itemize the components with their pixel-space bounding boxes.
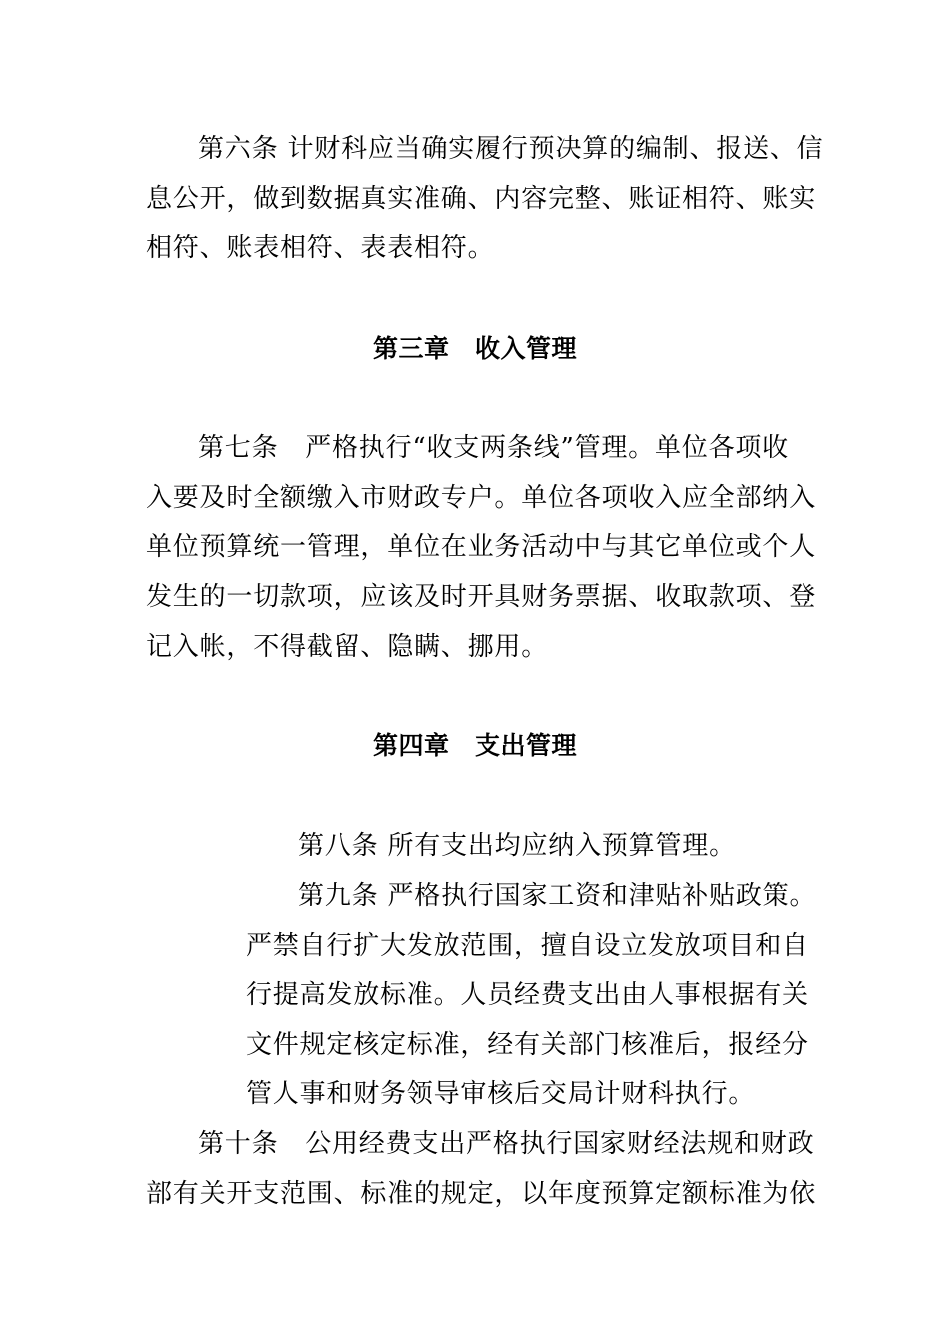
article-9-line-4: 文件规定核定标准，经有关部门核准后，报经分 bbox=[246, 1030, 809, 1060]
article-9-line-5: 管人事和财务领导审核后交局计财科执行。 bbox=[246, 1079, 756, 1109]
article-10-line-2: 部有关开支范围、标准的规定，以年度预算定额标准为依 bbox=[146, 1179, 817, 1209]
article-7-line-3: 单位预算统一管理，单位在业务活动中与其它单位或个人 bbox=[146, 532, 817, 562]
chapter-4-heading: 第四章 支出管理 bbox=[372, 731, 577, 760]
article-8-line-1: 第八条 所有支出均应纳入预算管理。 bbox=[298, 831, 736, 861]
article-9-line-3: 行提高发放标准。人员经费支出由人事根据有关 bbox=[246, 980, 809, 1010]
article-6-line-1: 第六条 计财科应当确实履行预决算的编制、报送、信 bbox=[198, 134, 824, 164]
article-9-line-1: 第九条 严格执行国家工资和津贴补贴政策。 bbox=[298, 881, 817, 911]
article-6-line-2: 息公开，做到数据真实准确、内容完整、账证相符、账实 bbox=[146, 184, 817, 214]
article-7-line-2: 入要及时全额缴入市财政专户。单位各项收入应全部纳入 bbox=[146, 483, 817, 513]
chapter-3-heading: 第三章 收入管理 bbox=[372, 334, 577, 363]
article-9-line-2: 严禁自行扩大发放范围，擅自设立发放项目和自 bbox=[246, 931, 809, 961]
article-7-line-4: 发生的一切款项，应该及时开具财务票据、收取款项、登 bbox=[146, 582, 817, 612]
article-7-line-1: 第七条 严格执行“收支两条线”管理。单位各项收 bbox=[198, 433, 789, 463]
article-10-line-1: 第十条 公用经费支出严格执行国家财经法规和财政 bbox=[198, 1129, 815, 1159]
article-6-line-3: 相符、账表相符、表表相符。 bbox=[146, 233, 495, 263]
article-7-line-5: 记入帐，不得截留、隐瞒、挪用。 bbox=[146, 632, 549, 662]
